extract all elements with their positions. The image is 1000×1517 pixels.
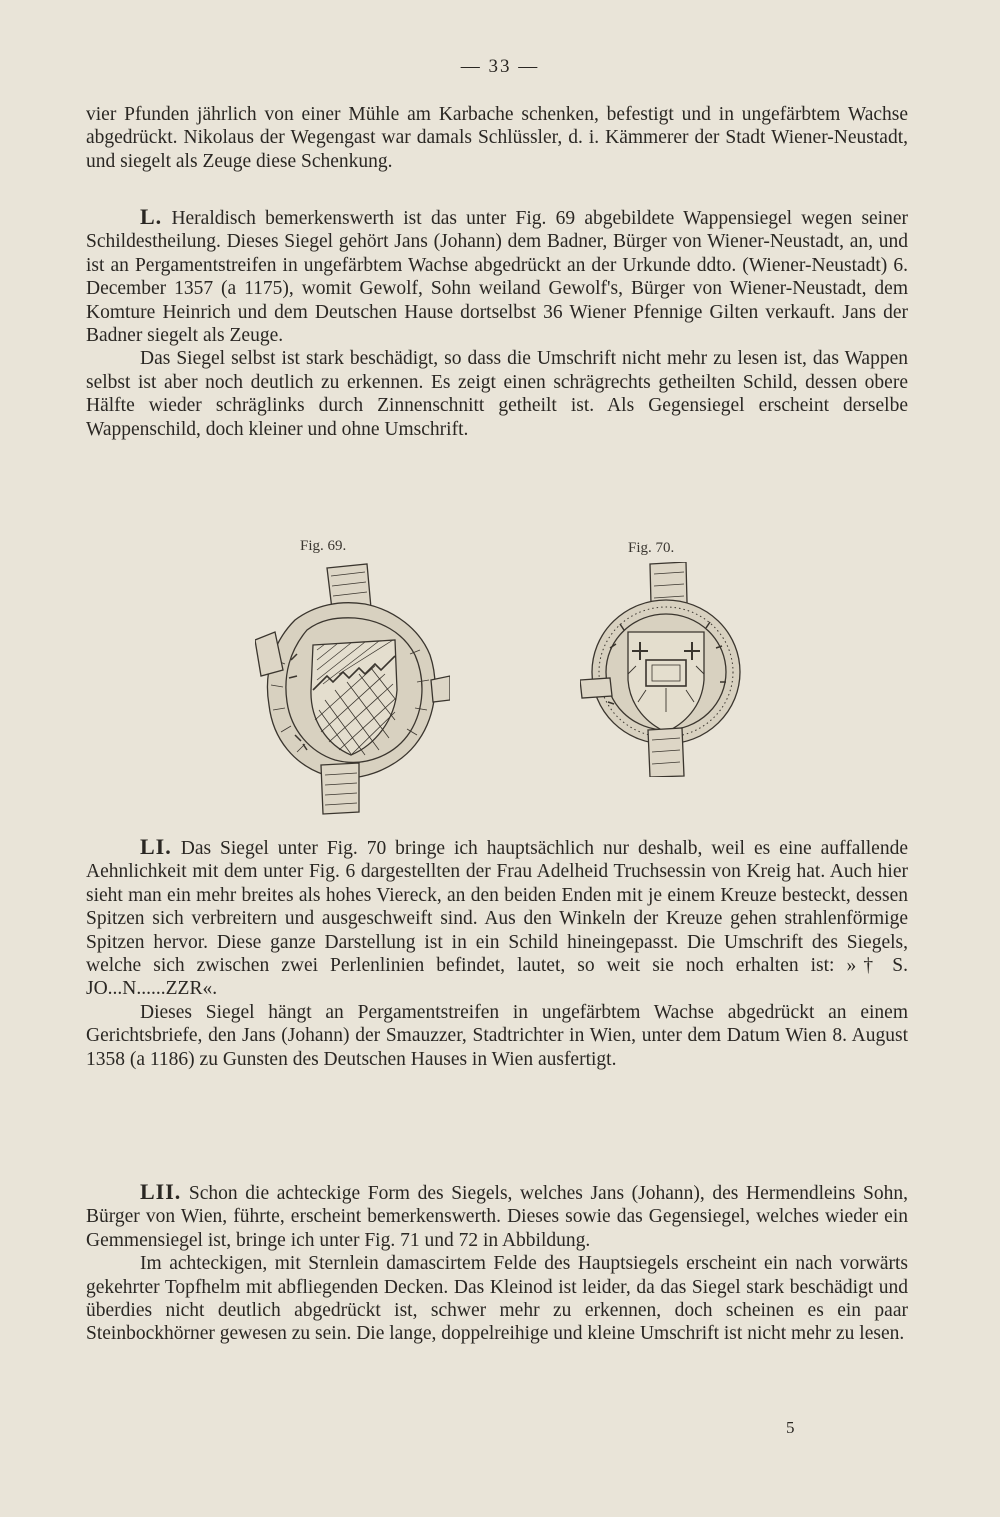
page-number: — 33 — xyxy=(460,56,540,77)
section-51-label: LI. xyxy=(140,834,172,859)
section-52-paragraph xyxy=(86,1180,908,1252)
section-50 xyxy=(86,205,908,441)
section-50-label: L. xyxy=(140,204,163,229)
section-51-text: Das Siegel unter Fig. 70 bringe ich hauptsächlich nur deshalb, weil es eine auffallende Aehnlichkeit mit dem unter Fig. 6 dargestellten der Frau Adelheid Truchsessin von Kreig hat. Auch hier sieht man ein mehr breites als hohes Viereck, an den beiden Enden mit je einem Kreuze besteckt, dessen Spitzen sich verbreitern und ausgeschweift sind. Aus den Winkeln der Kreuze gehen strahlenförmige Spitzen hervor. Diese ganze Darstellung ist in ein Schild hineingepasst. Die Umschrift des Siegels, welche sich zwischen zwei Perlenlinien befindet, lautet, so weit sie noch erhalten ist: »† S. JO...N......ZZR«. xyxy=(86,838,908,1000)
section-51 xyxy=(86,835,908,1071)
figure-70-caption: Fig. 70. xyxy=(628,540,675,556)
section-52-text: Schon die achteckige Form des Siegels, welches Jans (Johann), des Hermendleins Sohn, Bürger von Wien, führte, erscheint bemerkenswerth. Dieses sowie das Gegensiegel, welches wieder ein Gemmensiegel ist, bringe ich unter Fig. 71 und 72 in Abbildung. xyxy=(86,1183,908,1251)
paragraph-continuation: vier Pfunden jährlich von einer Mühle am Karbache schenken, befestigt und in ungefärbtem Wachse abgedrückt. Nikolaus der Wegengast war damals Schlüssler, d. i. Kämmerer der Stadt Wiener-Neustadt, und siegelt als Zeuge diese Schenkung. xyxy=(86,104,908,172)
section-51-paragraph-2: Dieses Siegel hängt an Pergamentstreifen in ungefärbtem Wachse abgedrückt an einem Gerichtsbriefe, den Jans (Johann) der Smauzzer, Stadtrichter in Wien, unter dem Datum Wien 8. August 1358 (a 1186) zu Gunsten des Deutschen Hauses in Wien ausfertigt. xyxy=(86,1001,908,1070)
section-52 xyxy=(86,1180,908,1346)
figure-69-caption: Fig. 69. xyxy=(300,538,347,554)
section-50-paragraph-2: Das Siegel selbst ist stark beschädigt, so dass die Umschrift nicht mehr zu lesen ist, das Wappen selbst ist aber noch deutlich zu erkennen. Es zeigt einen schrägrechts getheilten Schild, dessen obere Hälfte wieder schräglinks durch Zinnenschnitt getheilt ist. Als Gegensiegel erscheint derselbe Wappenschild, doch kleiner und ohne Umschrift. xyxy=(86,348,908,440)
section-52-paragraph-2: Im achteckigen, mit Sternlein damascirtem Felde des Hauptsiegels erscheint ein nach vorwärts gekehrter Topfhelm mit abfliegenden Decken. Das Kleinod ist leider, da das Siegel stark beschädigt und überdies nicht deutlich abgedrückt ist, schwer mehr zu erkennen, doch scheinen es ein paar Steinbockhörner gewesen zu sein. Die lange, doppelreihige und kleine Umschrift ist nicht mehr zu lesen. xyxy=(86,1253,908,1345)
signature-mark: 5 xyxy=(786,1418,795,1437)
section-50-paragraph xyxy=(86,205,908,347)
section-51-paragraph xyxy=(86,835,908,1001)
figure-70-seal-illustration xyxy=(580,562,745,777)
section-52-label: LII. xyxy=(140,1179,182,1204)
paragraph-block-1 xyxy=(86,103,908,173)
section-50-text: Heraldisch bemerkenswerth ist das unter Fig. 69 abgebildete Wappensiegel wegen seiner Schildestheilung. Dieses Siegel gehört Jans (Johann) dem Badner, Bürger von Wiener-Neustadt, an, und ist an Pergamentstreifen in ungefärbtem Wachse abgedrückt an der Urkunde ddto. (Wiener-Neustadt) 6. December 1357 (a 1175), womit Gewolf, Sohn weiland Gewolf's, Bürger von Wiener-Neustadt, dem Komture Heinrich und dem Deutschen Hause dortselbst 36 Wiener Pfennige Gilten verkauft. Jans der Badner siegelt als Zeuge. xyxy=(86,208,908,347)
figure-69-seal-illustration xyxy=(255,560,450,815)
